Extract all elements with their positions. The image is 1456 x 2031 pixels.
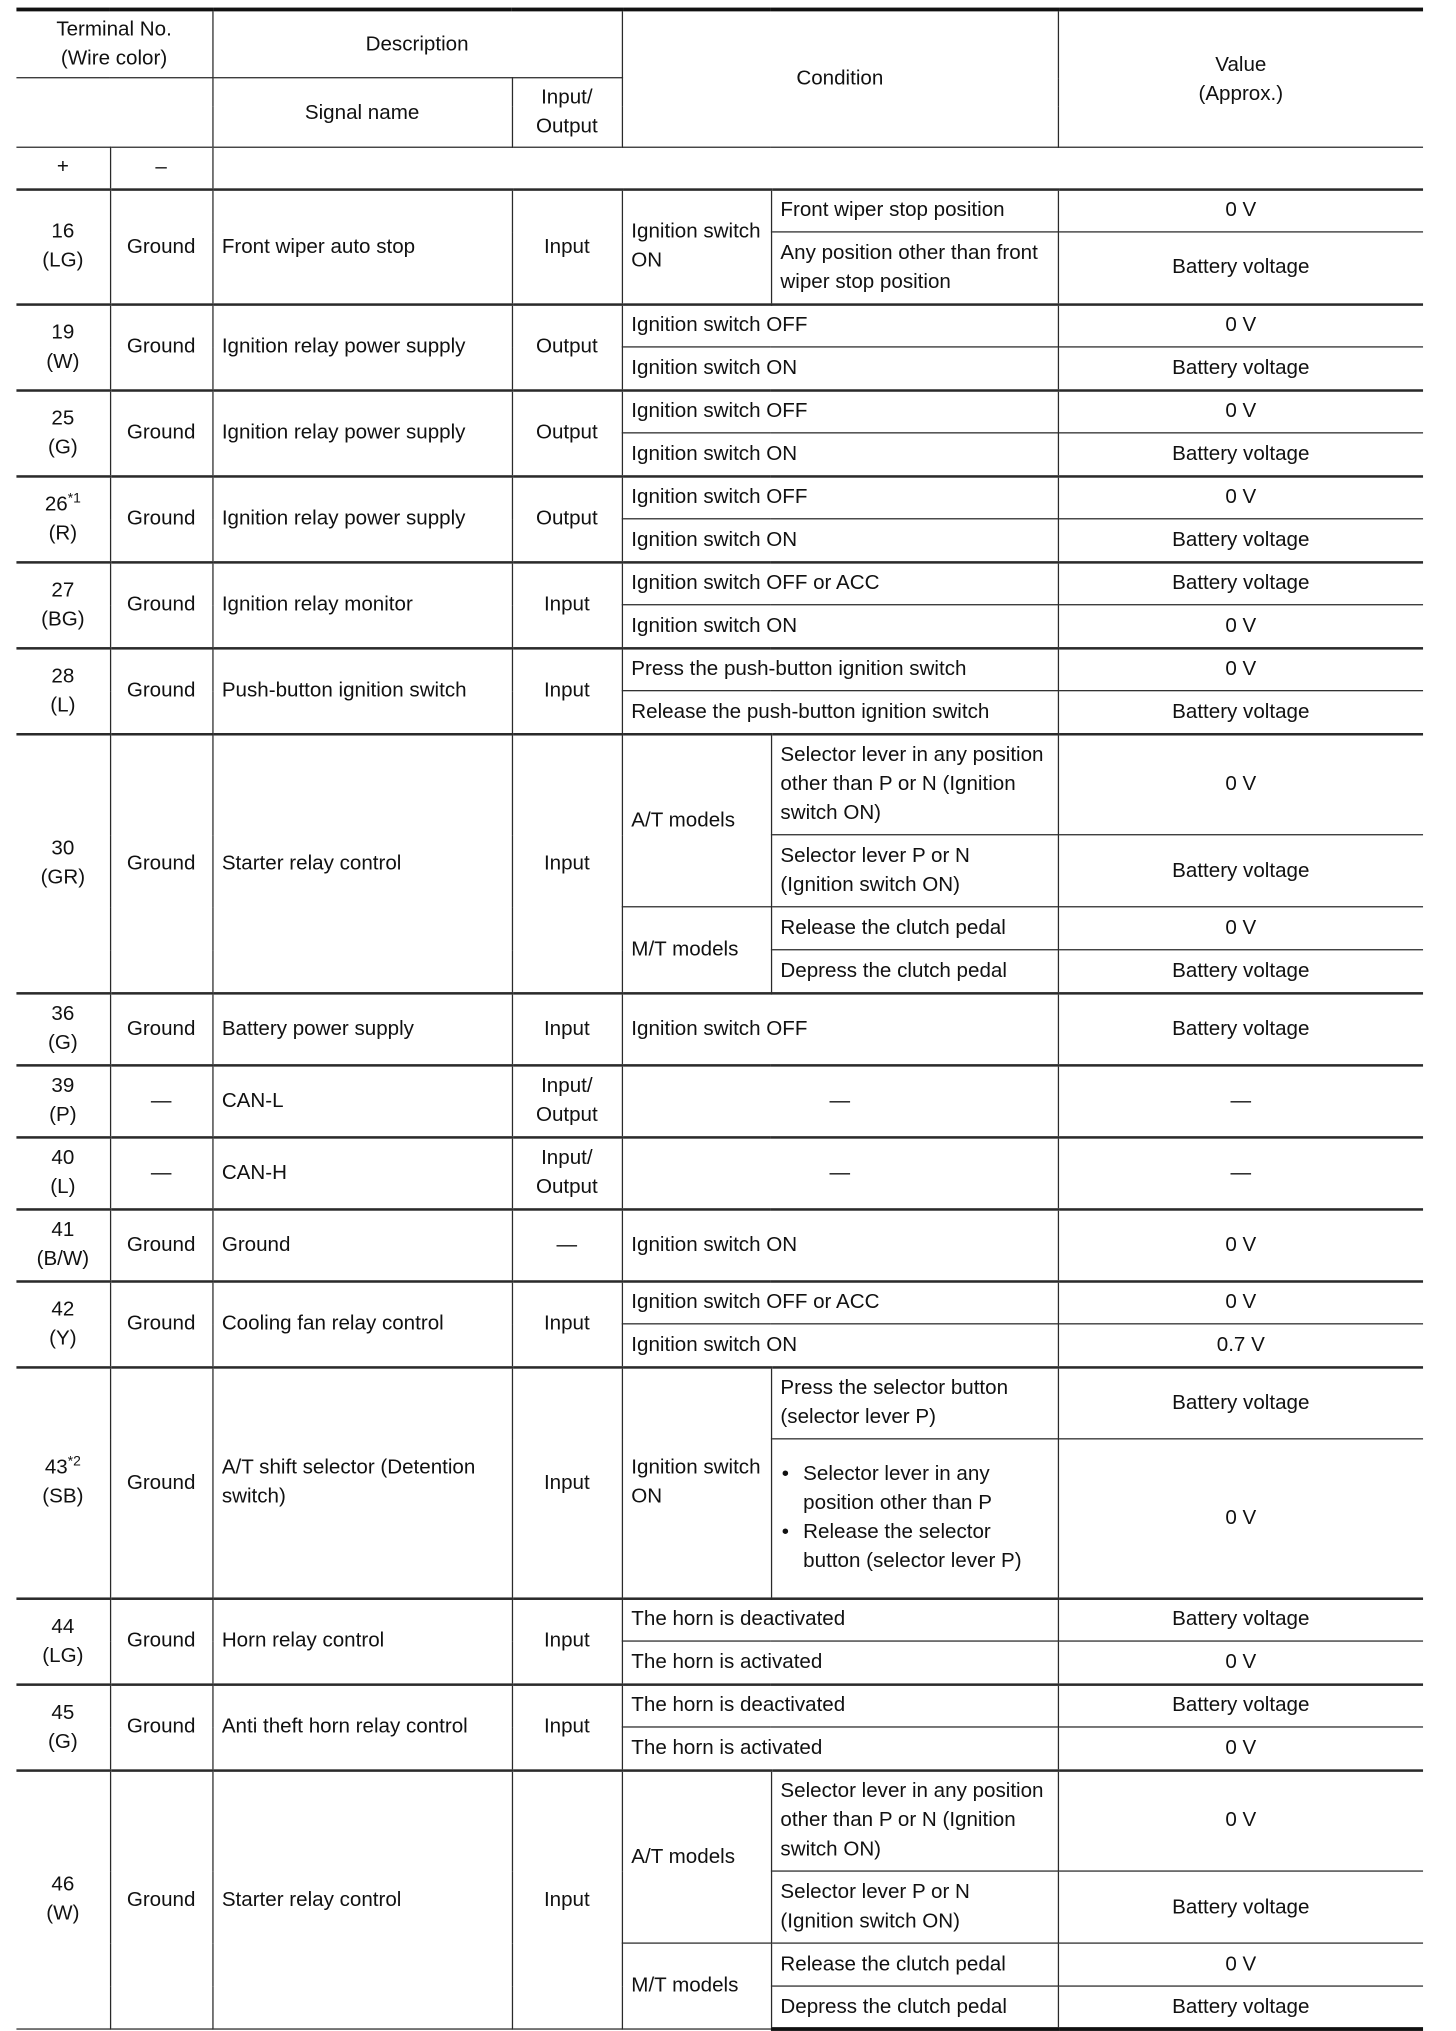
condition-cell: The horn is deactivated: [622, 1684, 1058, 1727]
condition-bullet-list: [780, 1460, 1048, 1576]
wire-color: (LG): [42, 248, 84, 272]
condition-cell: Depress the clutch pedal: [771, 1986, 1058, 2029]
value-cell: 0.7 V: [1058, 1324, 1423, 1367]
condition-cell: Selector lever P or N (Ignition switch ON): [771, 835, 1058, 907]
signal-name: Ignition relay monitor: [212, 562, 512, 648]
value-cell: 0 V: [1058, 648, 1423, 691]
signal-name: Ignition relay power supply: [212, 304, 512, 390]
condition-group: Ignition switch ON: [622, 189, 771, 304]
condition-group: M/T models: [622, 907, 771, 993]
terminal-cell: [16, 993, 110, 1065]
signal-name: A/T shift selector (Detention switch): [212, 1367, 512, 1598]
condition-cell: Ignition switch ON: [622, 519, 1058, 562]
table-row: [16, 1065, 1423, 1137]
signal-name: Front wiper auto stop: [212, 189, 512, 304]
value-cell: 0 V: [1058, 390, 1423, 433]
header-signal-name: Signal name: [212, 78, 512, 148]
table-row: [16, 1684, 1423, 1727]
value-cell: Battery voltage: [1058, 835, 1423, 907]
condition-cell: Ignition switch OFF: [622, 304, 1058, 347]
condition-cell: Ignition switch OFF: [622, 390, 1058, 433]
terminal-number: 39: [51, 1074, 75, 1097]
ground-cell: Ground: [110, 1684, 212, 1770]
wire-color: (BG): [41, 607, 85, 631]
value-cell: Battery voltage: [1058, 433, 1423, 476]
value-cell: Battery voltage: [1058, 232, 1423, 304]
ground-cell: —: [110, 1137, 212, 1209]
condition-cell: Ignition switch ON: [622, 1324, 1058, 1367]
io-cell: Input: [512, 1770, 622, 2029]
condition-group: A/T models: [622, 734, 771, 907]
value-cell: Battery voltage: [1058, 1684, 1423, 1727]
value-cell: Battery voltage: [1058, 1871, 1423, 1943]
value-cell: 0 V: [1058, 476, 1423, 519]
terminal-number: 40: [51, 1146, 75, 1170]
terminal-number: 19: [51, 320, 75, 344]
wire-color: (B/W): [36, 1247, 90, 1271]
io-cell: Input: [512, 993, 622, 1065]
terminal-cell: [16, 1367, 110, 1598]
ground-cell: Ground: [110, 1598, 212, 1684]
condition-cell: Ignition switch ON: [622, 347, 1058, 390]
wire-color: (L): [50, 693, 76, 716]
io-line2: Output: [535, 1103, 598, 1127]
signal-name: Horn relay control: [212, 1598, 512, 1684]
value-cell: 0 V: [1058, 304, 1423, 347]
condition-cell: Selector lever in any position other than P or N (Ignition switch ON): [771, 734, 1058, 835]
terminal-cell: [16, 1209, 110, 1281]
terminal-number: 41: [51, 1218, 75, 1242]
table-row: [16, 648, 1423, 691]
value-cell: 0 V: [1058, 907, 1423, 950]
condition-cell: Front wiper stop position: [771, 189, 1058, 232]
io-cell: Input: [512, 734, 622, 993]
condition-cell: Depress the clutch pedal: [771, 950, 1058, 993]
value-cell: 0 V: [1058, 189, 1423, 232]
condition-cell: Ignition switch OFF or ACC: [622, 1281, 1058, 1324]
wire-color: (SB): [42, 1484, 84, 1508]
condition-cell: Release the push-button ignition switch: [622, 691, 1058, 734]
wire-color: (G): [48, 1031, 78, 1055]
terminal-number: 30: [51, 836, 75, 860]
terminal-number: 26: [44, 492, 68, 515]
table-row: [16, 1281, 1423, 1324]
condition-cell: The horn is activated: [622, 1727, 1058, 1770]
terminal-cell: [16, 734, 110, 993]
header-terminal-spacer: [16, 78, 212, 148]
ground-cell: Ground: [110, 1281, 212, 1367]
wire-color: (GR): [40, 865, 86, 889]
io-cell: Input: [512, 189, 622, 304]
value-cell: Battery voltage: [1058, 950, 1423, 993]
header-minus: –: [110, 147, 212, 189]
terminal-number: 28: [51, 664, 75, 687]
value-cell: —: [1058, 1137, 1423, 1209]
list-item: • Release the selector button (selector lever P): [803, 1518, 1048, 1576]
io-cell: Input: [512, 1281, 622, 1367]
condition-cell: Ignition switch OFF: [622, 476, 1058, 519]
terminal-number: 16: [51, 219, 75, 243]
condition-group: M/T models: [622, 1943, 771, 2029]
value-cell: 0 V: [1058, 1281, 1423, 1324]
header-wire-color: (Wire color): [60, 46, 168, 70]
table-row: [16, 1209, 1423, 1281]
signal-name: Battery power supply: [212, 993, 512, 1065]
ground-cell: Ground: [110, 304, 212, 390]
terminal-number: 27: [51, 578, 75, 601]
value-cell: 0 V: [1058, 1439, 1423, 1598]
terminal-cell: [16, 1598, 110, 1684]
wire-color: (P): [49, 1103, 77, 1127]
condition-cell: —: [622, 1065, 1058, 1137]
wire-color: (W): [46, 1902, 80, 1926]
io-cell: Output: [512, 390, 622, 476]
ground-cell: Ground: [110, 189, 212, 304]
signal-name: Cooling fan relay control: [212, 1281, 512, 1367]
terminal-cell: [16, 1137, 110, 1209]
io-cell: —: [512, 1209, 622, 1281]
wire-color: (Y): [49, 1326, 77, 1350]
value-cell: 0 V: [1058, 734, 1423, 835]
ground-cell: Ground: [110, 562, 212, 648]
value-cell: Battery voltage: [1058, 691, 1423, 734]
terminal-cell: [16, 189, 110, 304]
signal-name: CAN-L: [212, 1065, 512, 1137]
wire-color: (LG): [42, 1643, 84, 1667]
table-row: [16, 476, 1423, 519]
signal-name: Starter relay control: [212, 1770, 512, 2029]
table-row: [16, 1598, 1423, 1641]
condition-cell: Selector lever P or N (Ignition switch ON): [771, 1871, 1058, 1943]
signal-name: Ignition relay power supply: [212, 390, 512, 476]
value-cell: 0 V: [1058, 605, 1423, 648]
signal-name: CAN-H: [212, 1137, 512, 1209]
condition-cell: Press the selector button (selector lever P): [771, 1367, 1058, 1439]
ground-cell: Ground: [110, 390, 212, 476]
value-cell: —: [1058, 1065, 1423, 1137]
header-condition: Condition: [622, 9, 1058, 147]
ground-cell: Ground: [110, 476, 212, 562]
value-cell: 0 V: [1058, 1770, 1423, 1871]
value-cell: Battery voltage: [1058, 1986, 1423, 2029]
wire-color: (W): [46, 349, 80, 373]
io-cell: Input: [512, 562, 622, 648]
list-item: • Selector lever in any position other than P: [803, 1460, 1048, 1518]
table-row: [16, 1770, 1423, 1871]
terminal-number: 44: [51, 1614, 75, 1638]
ground-cell: Ground: [110, 1770, 212, 2029]
condition-cell: The horn is activated: [622, 1641, 1058, 1684]
footnote-marker: *1: [67, 490, 81, 506]
table-row: [16, 993, 1423, 1065]
terminal-number: 42: [51, 1297, 75, 1321]
value-cell: Battery voltage: [1058, 1598, 1423, 1641]
header-value-label: Value: [1215, 52, 1267, 76]
terminal-cell: [16, 1065, 110, 1137]
condition-group: Ignition switch ON: [622, 1367, 771, 1598]
table-row: [16, 562, 1423, 605]
io-cell: Output: [512, 304, 622, 390]
wire-color: (L): [50, 1175, 76, 1199]
header-terminal-no: Terminal No.: [56, 17, 172, 41]
io-cell: Input: [512, 1684, 622, 1770]
header-description: Description: [212, 9, 621, 77]
value-cell: Battery voltage: [1058, 993, 1423, 1065]
signal-name: Starter relay control: [212, 734, 512, 993]
terminal-cell: [16, 1684, 110, 1770]
io-line1: Input/: [541, 1074, 593, 1097]
condition-cell: Release the clutch pedal: [771, 1943, 1058, 1986]
terminal-cell: [16, 390, 110, 476]
io-cell: Input: [512, 1598, 622, 1684]
condition-cell: Release the clutch pedal: [771, 907, 1058, 950]
wire-color: (G): [48, 435, 78, 459]
condition-cell: Any position other than front wiper stop position: [771, 232, 1058, 304]
io-cell: [512, 1065, 622, 1137]
value-cell: Battery voltage: [1058, 519, 1423, 562]
table-row: [16, 390, 1423, 433]
condition-cell: Ignition switch OFF or ACC: [622, 562, 1058, 605]
terminal-number: 45: [51, 1700, 75, 1724]
terminal-cell: [16, 1281, 110, 1367]
terminal-number: 43: [44, 1455, 68, 1479]
terminal-number: 46: [51, 1873, 75, 1897]
header-io-line1: Input/: [541, 85, 593, 109]
ground-cell: Ground: [110, 993, 212, 1065]
table-row: [16, 734, 1423, 835]
ground-cell: Ground: [110, 734, 212, 993]
header-io-line2: Output: [535, 115, 598, 138]
terminal-table: [16, 8, 1423, 2031]
ground-cell: —: [110, 1065, 212, 1137]
condition-cell: —: [622, 1137, 1058, 1209]
io-line1: Input/: [541, 1146, 593, 1170]
value-cell: Battery voltage: [1058, 347, 1423, 390]
signal-name: Ground: [212, 1209, 512, 1281]
header-input-output: [512, 78, 622, 148]
header-terminal: [16, 9, 212, 77]
table-row: [16, 189, 1423, 232]
terminal-cell: [16, 304, 110, 390]
io-cell: Input: [512, 1367, 622, 1598]
signal-name: Anti theft horn relay control: [212, 1684, 512, 1770]
io-line2: Output: [535, 1175, 598, 1199]
value-cell: 0 V: [1058, 1209, 1423, 1281]
condition-cell: [771, 1439, 1058, 1598]
condition-cell: Selector lever in any position other than P or N (Ignition switch ON): [771, 1770, 1058, 1871]
header-value: [1058, 9, 1423, 147]
condition-cell: Ignition switch ON: [622, 1209, 1058, 1281]
signal-name: Ignition relay power supply: [212, 476, 512, 562]
wire-color: (R): [48, 521, 78, 545]
terminal-cell: [16, 562, 110, 648]
table-row: [16, 1137, 1423, 1209]
condition-cell: Ignition switch ON: [622, 433, 1058, 476]
condition-group: A/T models: [622, 1770, 771, 1943]
io-cell: Output: [512, 476, 622, 562]
io-cell: Input: [512, 648, 622, 734]
io-cell: [512, 1137, 622, 1209]
wire-color: (G): [48, 1729, 78, 1753]
ground-cell: Ground: [110, 1209, 212, 1281]
footnote-marker: *2: [67, 1454, 81, 1470]
condition-cell: Press the push-button ignition switch: [622, 648, 1058, 691]
condition-cell: Ignition switch ON: [622, 605, 1058, 648]
condition-cell: Ignition switch OFF: [622, 993, 1058, 1065]
header-plus: +: [16, 147, 110, 189]
table-row: [16, 1367, 1423, 1439]
signal-name: Push-button ignition switch: [212, 648, 512, 734]
value-cell: 0 V: [1058, 1641, 1423, 1684]
value-cell: Battery voltage: [1058, 562, 1423, 605]
terminal-number: 25: [51, 406, 75, 430]
ground-cell: Ground: [110, 1367, 212, 1598]
table-row: [16, 304, 1423, 347]
terminal-number: 36: [51, 1002, 75, 1025]
condition-cell: The horn is deactivated: [622, 1598, 1058, 1641]
value-cell: 0 V: [1058, 1943, 1423, 1986]
terminal-cell: [16, 648, 110, 734]
value-cell: 0 V: [1058, 1727, 1423, 1770]
value-cell: Battery voltage: [1058, 1367, 1423, 1439]
terminal-cell: [16, 476, 110, 562]
header-value-approx: (Approx.): [1198, 81, 1284, 105]
ground-cell: Ground: [110, 648, 212, 734]
terminal-cell: [16, 1770, 110, 2029]
